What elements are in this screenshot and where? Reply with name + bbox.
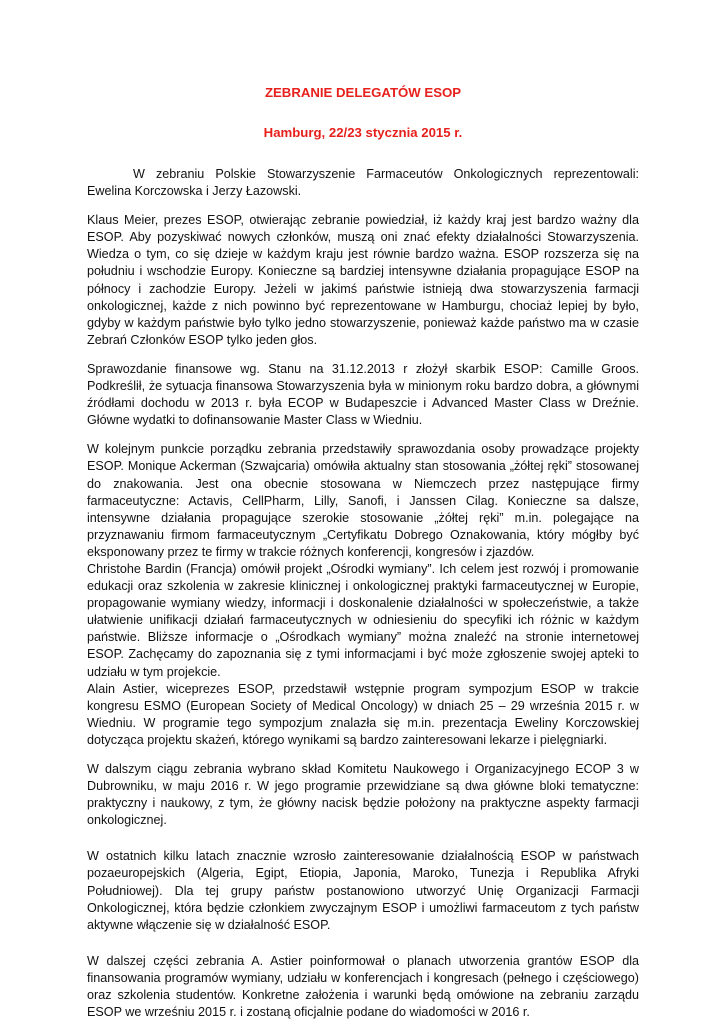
paragraph-representatives: W zebraniu Polskie Stowarzyszenie Farmaceutów Onkologicznych reprezentowali: Ewelina Korczowska i Jerzy Łazowski. [87, 167, 639, 199]
paragraph-projects: W kolejnym punkcie porządku zebrania przedstawiły sprawozdania osoby prowadzące projekty ESOP. Monique Ackerman (Szwajcaria) omówiła aktualny stan stosowania „żółtej ręki” stosowanej do znakowania. Jest ona obecnie stosowana w Niemczech przez następujące firmy farmaceutyczne: Actavis, CellPharm, Lilly, Sanofi, i Janssen Cilag. Konieczne sa dalsze, intensywne działania propagujące szerokie stosowanie „żółtej ręki” m.in. polegające na przyznawaniu firmom farmaceutycznym „Certyfikatu Dobrego Oznakowania, który mógłby być eksponowany przez te firmy w trakcie różnych konferencji, kongresów i zjazdów. [87, 442, 639, 559]
document-subtitle: Hamburg, 22/23 stycznia 2015 r. [263, 125, 463, 140]
paragraph-exchange-centres: Christohe Bardin (Francja) omówił projekt „Ośrodki wymiany”. Ich celem jest rozwój i promowanie edukacji oraz szkolenia w zakresie klinicznej i onkologicznej praktyki farmaceutycznej w Europie, propagowanie wymiany wiedzy, informacji i doskonalenie działalności w społeczeństwie, a także ułatwienie unifikacji działań farmaceutycznych w odniesieniu do specyfiki ich różnic w każdym państwie. Bliższe informacje o „Ośrodkach wymiany” można znaleźć na stronie internetowej ESOP. Zachęcamy do zapoznania się z tymi informacjami i być może zgłoszenie swojej apteki to udziału w tym projekcie. [87, 561, 639, 679]
paragraph-committee: W dalszym ciągu zebrania wybrano skład Komitetu Naukowego i Organizacyjnego ECOP 3 w Dubrowniku, w maju 2016 r. W jego programie przewidziane są dwa główne bloki tematyczne: praktyczny i naukowy, z tym, że główny nacisk będzie położony na praktyczne aspekty farmacji onkologicznej. [87, 762, 639, 828]
paragraph-symposium: Alain Astier, wiceprezes ESOP, przedstawił wstępnie program sympozjum ESOP w trakcie kongresu ESMO (European Society of Medical Oncology) w dniach 25 – 29 września 2015 r. w Wiedniu. W programie tego sympozjum znalazła się m.in. prezentacja Eweliny Korczowskiej dotycząca projektu skażeń, którego wynikami są bardzo zainteresowani lekarze i pielęgniarki. [87, 681, 639, 747]
document-title: ZEBRANIE DELEGATÓW ESOP [264, 85, 462, 100]
paragraph-financial-report: Sprawozdanie finansowe wg. Stanu na 31.12.2013 r złożył skarbik ESOP: Camille Groos. Podkreślił, że sytuacja finansowa Stowarzyszenia była w minionym roku bardzo dobra, a głównymi źródłami dochodu w 2013 r. była ECOP w Budapeszcie i Advanced Master Class w Dreźnie. Główne wydatki to dofinansowanie Master Class w Wiedniu. [87, 361, 639, 428]
paragraph-non-european: W ostatnich kilku latach znacznie wzrosło zainteresowanie działalnością ESOP w państwach pozaeuropejskich (Algeria, Egipt, Etiopia, Japonia, Maroko, Tunezja i Republika Afryki Południowej). Dla tej grupy państw postanowiono utworzyć Unię Organizacji Farmacji Onkologicznej, która będzie członkiem zwyczajnym ESOP i umożliwi farmaceutom z tych państw aktywne włączenie się w działalność ESOP. [87, 849, 639, 932]
document-page [87, 84, 639, 1021]
paragraph-grants: W dalszej części zebrania A. Astier poinformował o planach utworzenia grantów ESOP dla finansowania programów wymiany, udziału w konferencjach i kongresach (pełnego i częściowego) oraz szkolenia studentów. Konkretne założenia i warunki będą omówione na zebraniu zarządu ESOP we wrześniu 2015 r. i zostaną oficjalnie podane do wiadomości w 2016 r. [87, 953, 639, 1020]
paragraph-opening: Klaus Meier, prezes ESOP, otwierając zebranie powiedział, iż każdy kraj jest bardzo ważny dla ESOP. Aby pozyskiwać nowych członków, muszą oni znać efekty działalności Stowarzyszenia. Wiedza o tym, co się dzieje w każdym kraju jest równie bardzo ważna. ESOP rozszerza się na południu i wschodzie Europy. Konieczne są bardziej intensywne działania propagujące ESOP na północy i zachodzie Europy. Jeżeli w jakimś państwie istnieją dwa stowarzyszenia farmacji onkologicznej, każde z nich powinno być reprezentowane w Hamburgu, chociaż lepiej by było, gdyby w każdym państwie było tylko jedno stowarzyszenie, ponieważ każde państwo ma w czasie Zebrań Członków ESOP tylko jeden głos. [87, 213, 639, 347]
